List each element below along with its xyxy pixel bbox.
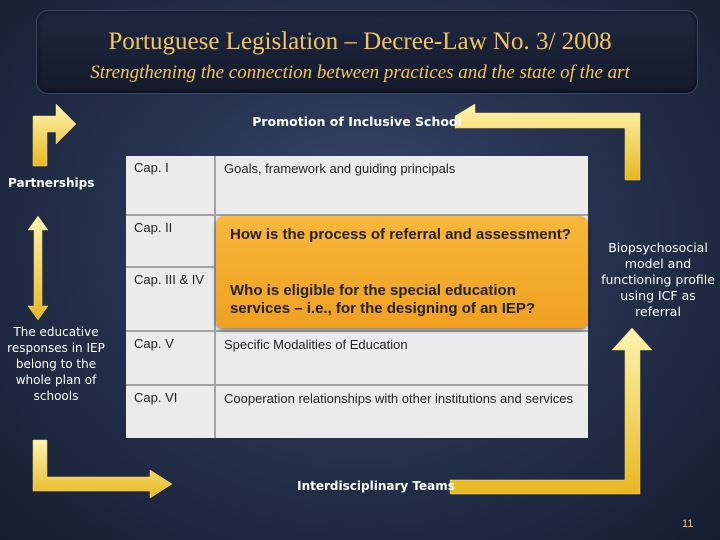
educative-responses-label: The educative responses in IEP belong to the whole plan of schools [7,325,105,403]
chapter-cap-cell: Cap. III & IV [126,268,214,330]
slide-subtitle: Strengthening the connection between practices and the state of the art [90,62,630,83]
slide-title: Portuguese Legislation – Decree-Law No. 3/ 2008 [108,28,612,55]
chapter-cap-cell: Cap. V [126,332,214,384]
promotion-label: Promotion of Inclusive School [252,114,462,129]
highlight-questions-box [216,216,588,328]
biopsychosocial-label: Biopsychosocial model and functioning profile using ICF as referral [601,240,715,319]
chapter-desc-cell: Goals, framework and guiding principals [216,156,588,214]
chapter-desc-cell: Cooperation relationships with other institutions and services [216,386,588,438]
interdisciplinary-label: Interdisciplinary Teams [297,479,455,493]
chapter-desc-cell: Specific Modalities of Education [216,332,588,384]
page-number: 11 [682,518,694,530]
eligibility-question: Who is eligible for the special education services – i.e., for the designing of an IEP? [230,282,536,317]
arrow-partnerships [28,216,48,320]
chapter-cap-cell: Cap. VI [126,386,214,438]
partnerships-label: Partnerships [8,176,95,190]
chapter-cap-cell: Cap. I [126,156,214,214]
referral-question: How is the process of referral and assessment? [230,226,571,243]
chapter-cap-cell: Cap. II [126,216,214,266]
